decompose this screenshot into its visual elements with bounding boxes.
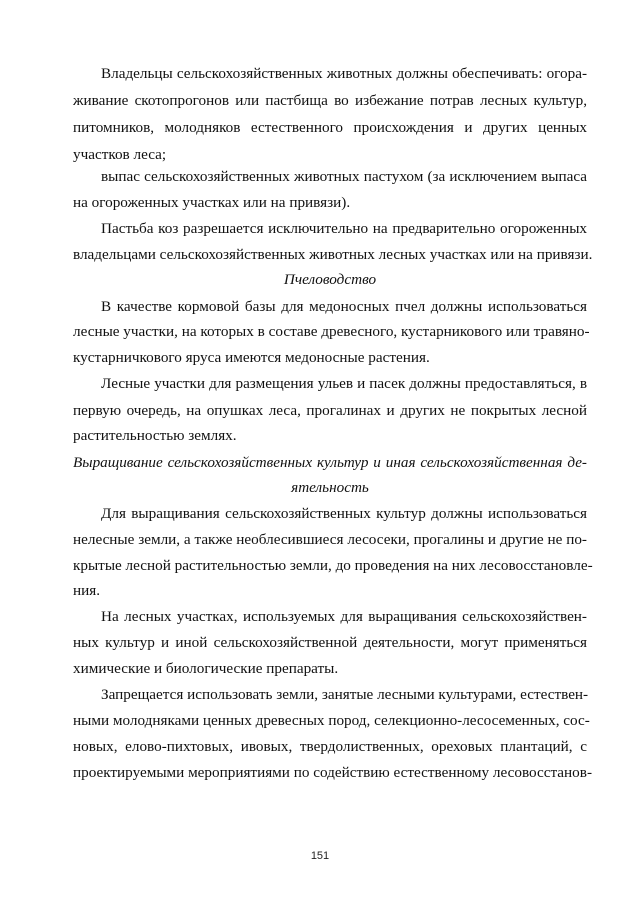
paragraph-8-line-3: новых, елово-пихтовых, ивовых, твердолиственных, ореховых плантаций, с <box>73 738 587 755</box>
paragraph-7-line-1: На лесных участках, используемых для выращивания сельскохозяйствен- <box>101 608 587 625</box>
paragraph-8-line-1: Запрещается использовать земли, занятые лесными культурами, естествен- <box>101 686 589 703</box>
paragraph-8-line-4: проектируемыми мероприятиями по содействию естественному лесовосстанов- <box>73 764 593 781</box>
paragraph-4-line-2: лесные участки, на которых в составе древесного, кустарникового или травяно- <box>73 323 590 340</box>
paragraph-5-line-1: Лесные участки для размещения ульев и пасек должны предоставляться, в <box>101 375 587 392</box>
paragraph-1-line-3: питомников, молодняков естественного происхождения и других ценных <box>73 119 587 136</box>
section-heading-beekeeping: Пчеловодство <box>283 271 377 288</box>
paragraph-2-line-2: на огороженных участках или на привязи). <box>73 194 351 211</box>
paragraph-2-line-1: выпас сельскохозяйственных животных пастухом (за исключением выпаса <box>101 168 587 185</box>
paragraph-1-line-1: Владельцы сельскохозяйственных животных должны обеспечивать: огора- <box>101 65 587 82</box>
paragraph-1-line-2: живание скотопрогонов или пастбища во избежание потрав лесных культур, <box>73 92 587 109</box>
page-number: 151 <box>310 850 330 862</box>
section-heading-agriculture-line-1: Выращивание сельскохозяйственных культур и иная сельскохозяйственная де- <box>73 454 587 471</box>
paragraph-7-line-3: химические и биологические препараты. <box>73 660 339 677</box>
section-heading-agriculture-line-2: ятельность <box>291 479 369 496</box>
paragraph-3-line-2: владельцами сельскохозяйственных животных лесных участках или на привязи. <box>73 246 593 263</box>
paragraph-1-line-4: участков леса; <box>73 146 167 163</box>
paragraph-6-line-2: нелесные земли, а также необлесившиеся лесосеки, прогалины и другие не по- <box>73 531 587 548</box>
paragraph-8-line-2: ными молодняками ценных древесных пород, селекционно-лесосеменных, сос- <box>73 712 590 729</box>
paragraph-6-line-4: ния. <box>73 582 101 599</box>
paragraph-4-line-1: В качестве кормовой базы для медоносных пчел должны использоваться <box>101 298 587 315</box>
paragraph-6-line-1: Для выращивания сельскохозяйственных культур должны использоваться <box>101 505 587 522</box>
paragraph-5-line-3: растительностью землях. <box>73 427 237 444</box>
paragraph-7-line-2: ных культур и иной сельскохозяйственной деятельности, могут применяться <box>73 634 587 651</box>
paragraph-5-line-2: первую очередь, на опушках леса, прогалинах и других не покрытых лесной <box>73 402 587 419</box>
paragraph-4-line-3: кустарничкового яруса имеются медоносные растения. <box>73 349 430 366</box>
paragraph-6-line-3: крытые лесной растительностью земли, до проведения на них лесовосстановле- <box>73 557 593 574</box>
paragraph-3-line-1: Пастьба коз разрешается исключительно на предварительно огороженных <box>101 220 587 237</box>
